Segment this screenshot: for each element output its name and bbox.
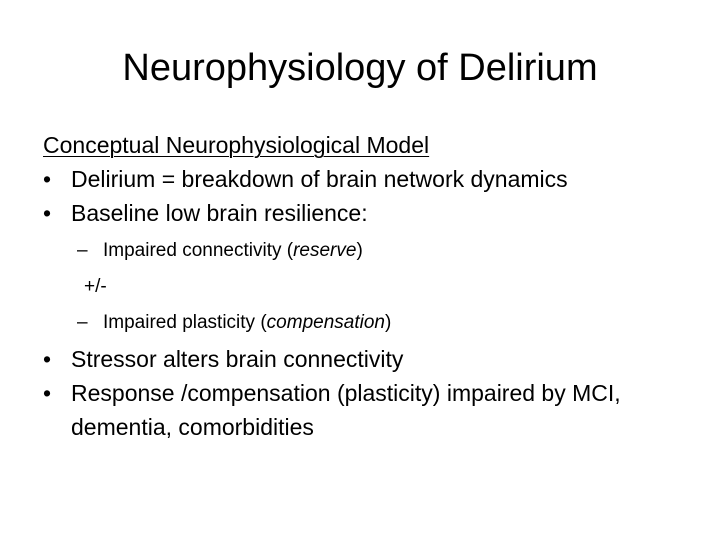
section-heading: Conceptual Neurophysiological Model <box>43 132 430 158</box>
bullet-item <box>43 376 703 444</box>
bullet-icon: • <box>43 380 52 406</box>
connector-text: +/- <box>84 276 107 297</box>
sub-item-suffix: ) <box>384 312 392 333</box>
bullet-item <box>43 342 703 376</box>
slide-title: Neurophysiology of Delirium <box>122 47 598 89</box>
sub-item <box>43 308 703 338</box>
dash-icon: – <box>77 240 88 261</box>
bullet-icon: • <box>43 200 52 226</box>
sub-item-emphasis: compensation <box>266 312 385 333</box>
sub-item-suffix: ) <box>356 240 363 261</box>
bullet-item <box>43 196 703 230</box>
bullet-text: Stressor alters brain connectivity <box>71 346 404 372</box>
sub-item <box>43 236 703 266</box>
bullet-text: Response /compensation (plasticity) impaired by MCI, dementia, comorbidities <box>71 380 621 440</box>
sub-item-emphasis: reserve <box>293 240 357 261</box>
bullet-item <box>43 162 703 196</box>
bullet-text: Baseline low brain resilience: <box>71 200 368 226</box>
bullet-icon: • <box>43 346 52 372</box>
dash-icon: – <box>77 312 88 333</box>
sub-item-text: Impaired plasticity ( <box>103 312 267 333</box>
slide-body <box>43 128 703 444</box>
bullet-text: Delirium = breakdown of brain network dynamics <box>71 166 568 192</box>
bullet-icon: • <box>43 166 52 192</box>
sub-item-text: Impaired connectivity ( <box>103 240 294 261</box>
